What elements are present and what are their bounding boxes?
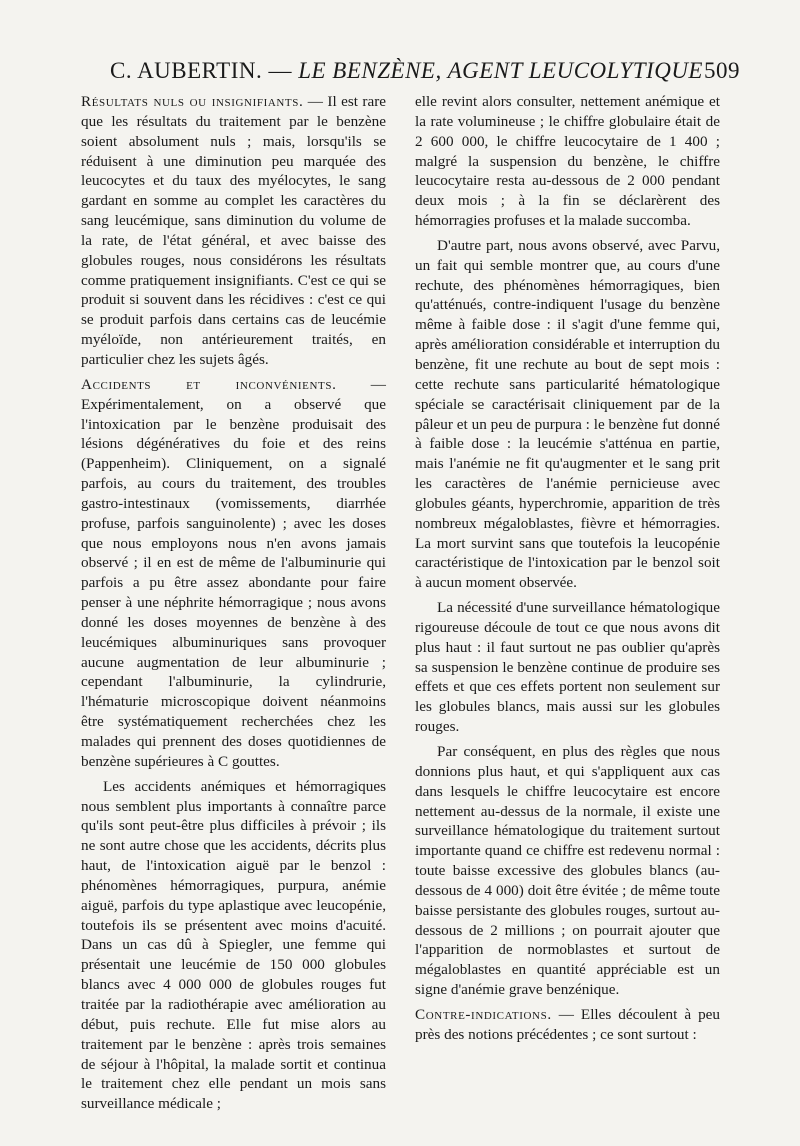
paragraph-text: — Elles découlent à peu près des notions précédentes ; ce sont surtout : <box>415 1005 720 1043</box>
running-header <box>110 58 740 92</box>
paragraph-continuation: elle revint alors consulter, nettement anémique et la rate volumineuse ; le chiffre globulaire était de 2 600 000, le chiffre leucocytaire de 1 400 ; malgré la suspension du benzène, le chiffre leucocytaire resta au-dessous de 2 000 pendant deux mois ; à la fin se déclarèrent des hémorragies profuses et la malade succomba. <box>415 93 720 230</box>
paragraph-accidents <box>81 375 386 772</box>
section-heading-accidents: Accidents et inconvénients. <box>81 375 337 393</box>
section-heading-contre-indications: Contre-indications. <box>415 1005 552 1023</box>
header-separator: — <box>268 58 292 83</box>
paragraph-accidents-anemiques: Les accidents anémiques et hémorragiques nous semblent plus importants à connaître parce qu'ils sont peut-être plus difficiles à prévoir ; ils ne sont autre chose que les accidents, décrits plus haut, de l'intoxication aiguë par le benzol : phénomènes hémorragiques, purpura, anémie aiguë, parfois du type aplastique avec leucopénie, toutefois ils se présentent avec moins d'acuité. Dans un cas dû à Spiegler, une femme qui présentait une leucémie de 150 000 globules blancs avec 4 000 000 de globules rouges fut traitée par la radiothérapie avec amélioration au début, puis rechute. Elle fut mise alors au traitement par le benzène : après trois semaines de séjour à l'hôpital, la malade sortit et continua le traitement chez elle pendant un mois sans surveillance médicale ; <box>81 777 386 1113</box>
section-heading-resultats: Résultats nuls ou insignifiants. <box>81 93 304 110</box>
right-column <box>415 92 720 1050</box>
header-title: LE BENZÈNE, AGENT LEUCOLYTIQUE <box>298 58 703 83</box>
paragraph-text: — Il est rare que les résultats du traitement par le benzène soient absolument nuls ; mais, lorsqu'ils se réduisent à une diminution peu marquée des leucocytes et du taux des myélocytes, le sang gardant en somme au complet les caractères du sang leucémique, sans diminution du volume de la rate, de l'état général, et avec baisse des globules rouges, nous considérons les résultats comme pratiquement insignifiants. C'est ce qui se produit si souvent dans les récidives : c'est ce qui se produit parfois dans certains cas de leucémie myéloïde, non antérieurement traités, en particulier chez les sujets âgés. <box>81 93 386 368</box>
header-author: C. AUBERTIN. <box>110 58 263 83</box>
page-number: 509 <box>704 58 740 83</box>
paragraph-contre-indications <box>415 1005 720 1045</box>
paragraph-surveillance: La nécessité d'une surveillance hématologique rigoureuse découle de tout ce que nous avons dit plus haut : il faut surtout ne pas oublier qu'après sa suspension le benzène continue de produire ses effets et que ces effets portent non seulement sur les globules blancs, mais aussi sur les globules rouges. <box>415 599 720 736</box>
paragraph-text: — Expérimentalement, on a observé que l'intoxication par le benzène produisait des lésions dégénératives du foie et des reins (Pappenheim). Cliniquement, on a signalé parfois, au cours du traitement, des troubles gastro-intestinaux (vomissements, diarrhée profuse, parfois sanguinolente) ; avec les doses que nous employons nous n'en avons jamais observé ; il en est de même de l'albuminurie qui parfois a pu être assez abondante pour faire penser à une néphrite hémorragique ; nous avons donné les doses moyennes de benzène à des leucémiques albuminuriques sans provoquer aucune augmentation de leur albuminurie ; cependant l'albuminurie, la cylindrurie, l'hématurie microscopique doivent néanmoins être systématiquement recherchées chez les malades qui prennent des doses quotidiennes de benzène supérieures à C gouttes. <box>81 375 386 770</box>
paragraph-parvu: D'autre part, nous avons observé, avec Parvu, un fait qui semble montrer que, au cours d'une rechute, des phénomènes hémorragiques, bien qu'atténués, contre-indiquent l'usage du benzène même à faible dose : il s'agit d'une femme qui, après amélioration considérable et interruption du benzène, fit une rechute au bout de sept mois : cette rechute sans particularité hématologique spéciale se caractérisait cliniquement par de la pâleur et un peu de purpura : le benzène fut donné à faible dose : la leucémie s'atténua en partie, mais l'anémie ne fit qu'augmenter et le sang prit les caractères de l'anémie pernicieuse avec globules géants, hyperchromie, apparition de très nombreux mégaloblastes, fièvre et hémorragies. La mort survint sans que toutefois la leucopénie caractéristique de l'intoxication par le benzol soit à aucun moment observée. <box>415 236 720 592</box>
paragraph-resultats <box>81 92 386 370</box>
paragraph-par-consequent: Par conséquent, en plus des règles que nous donnions plus haut, et qui s'appliquent aux cas dans lesquels le chiffre leucocytaire est encore nettement au-dessus de la normale, il existe une surveillance hématologique du traitement surtout importante quand ce chiffre est redevenu normal : toute baisse excessive des globules blancs (au-dessous de 4 000) doit être évitée ; de même toute baisse persistante des globules rouges, surtout au-dessous de 2 millions ; on pourrait ajouter que l'apparition de normoblastes et surtout de mégaloblastes en quantité appréciable est un signe d'anémie grave benzénique. <box>415 743 720 999</box>
left-column <box>81 92 386 1119</box>
